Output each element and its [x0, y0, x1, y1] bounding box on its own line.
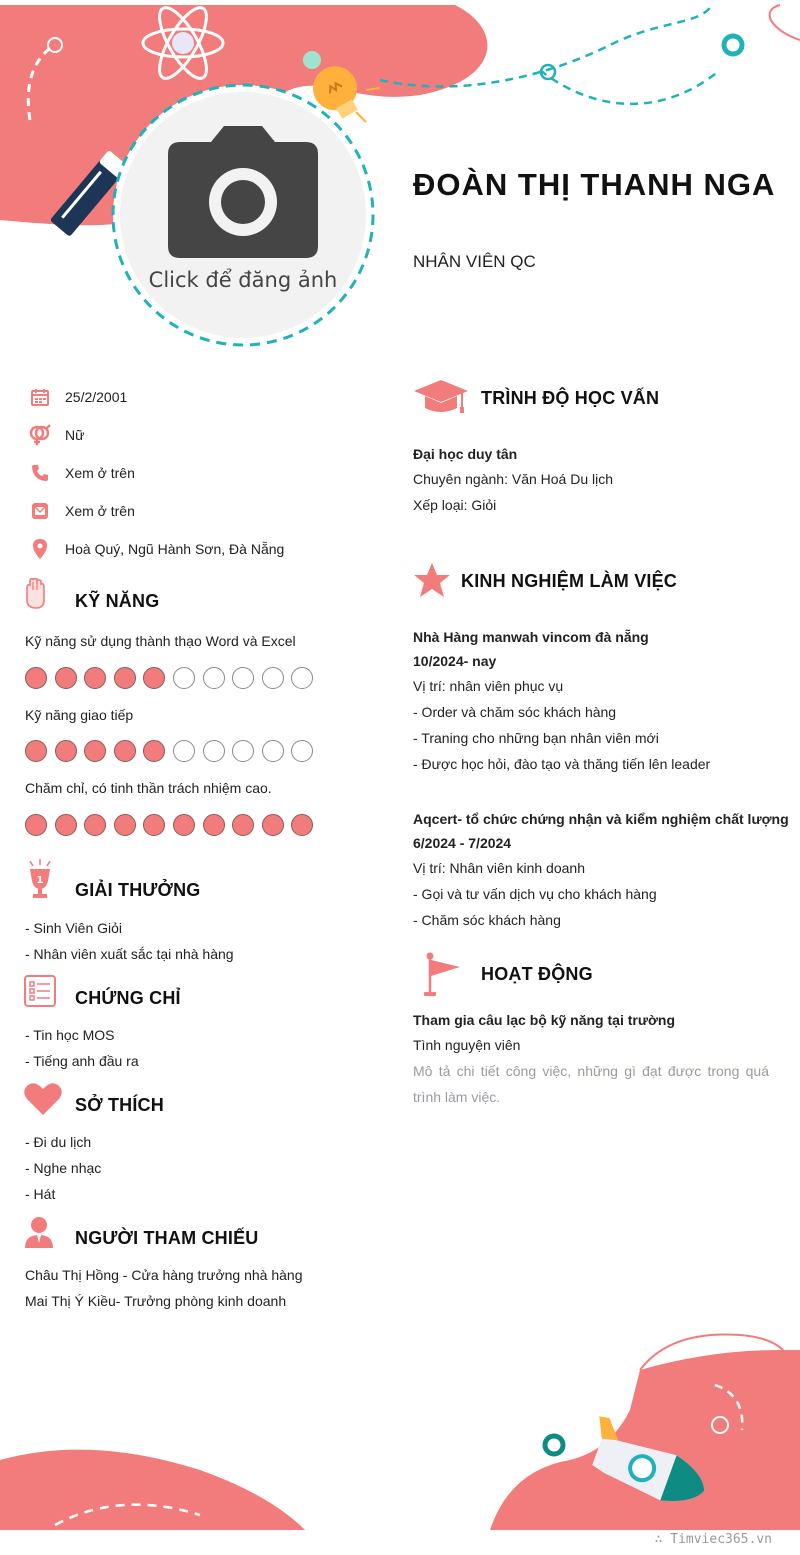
rating-dot-filled	[114, 814, 136, 836]
hand-icon	[24, 578, 48, 610]
skills-title: KỸ NĂNG	[75, 591, 160, 611]
job-company: Aqcert- tổ chức chứng nhận và kiểm nghiệm chất lượng	[413, 811, 789, 827]
rating-dot-filled	[114, 740, 136, 762]
rating-dot-empty	[232, 667, 254, 689]
skill-rating	[25, 740, 313, 762]
reference-item: Châu Thị Hồng - Cửa hàng trưởng nhà hàng	[25, 1267, 303, 1283]
reference-item: Mai Thị Ý Kiều- Trưởng phòng kinh doanh	[25, 1293, 287, 1309]
contact-address	[28, 537, 284, 561]
rating-dot-empty	[173, 667, 195, 689]
education-grade: Xếp loại: Giỏi	[413, 497, 497, 513]
contact-gender	[28, 423, 84, 447]
school-name: Đại học duy tân	[413, 446, 518, 462]
job-company: Nhà Hàng manwah vincom đà nẵng	[413, 629, 649, 645]
rating-dot-empty	[203, 667, 225, 689]
job-duty: - Gọi và tư vấn dịch vụ cho khách hàng	[413, 886, 657, 902]
email-icon	[28, 499, 52, 523]
gender-value: Nữ	[65, 427, 85, 443]
bottom-left-decoration	[0, 1440, 330, 1530]
rating-dot-filled	[84, 667, 106, 689]
contact-birthday	[28, 385, 127, 409]
rating-dot-filled	[55, 667, 77, 689]
gender-icon	[28, 423, 52, 447]
job-period: 10/2024- nay	[413, 653, 497, 669]
rating-dot-filled	[143, 667, 165, 689]
hobbies-title: SỞ THÍCH	[75, 1095, 164, 1115]
award-item: - Sinh Viên Giỏi	[25, 920, 123, 936]
award-item: - Nhân viên xuất sắc tại nhà hàng	[25, 946, 234, 962]
rating-dot-empty	[291, 667, 313, 689]
contact-email	[28, 499, 135, 523]
rocket-icon	[580, 1415, 720, 1525]
flag-icon	[422, 952, 462, 998]
experience-title: KINH NGHIỆM LÀM VIỆC	[461, 571, 678, 591]
birthday-value: 25/2/2001	[65, 389, 128, 405]
rating-dot-empty	[173, 740, 195, 762]
rating-dot-filled	[25, 814, 47, 836]
job-duty: - Order và chăm sóc khách hàng	[413, 704, 617, 720]
rating-dot-empty	[232, 740, 254, 762]
rating-dot-filled	[84, 814, 106, 836]
rating-dot-empty	[262, 740, 284, 762]
job-duty: - Traning cho những bạn nhân viên mới	[413, 730, 659, 746]
rating-dot-filled	[25, 667, 47, 689]
contact-phone	[28, 461, 135, 485]
certificate-item: - Tin học MOS	[25, 1027, 115, 1043]
profile-photo-upload[interactable]	[110, 82, 376, 348]
job-position: Vị trí: nhân viên phục vụ	[413, 678, 564, 694]
activity-role: Tình nguyện viên	[413, 1037, 521, 1053]
hobby-item: - Hát	[25, 1186, 56, 1202]
rating-dot-filled	[232, 814, 254, 836]
education-major: Chuyên ngành: Văn Hoá Du lịch	[413, 471, 614, 487]
checklist-icon	[24, 975, 56, 1007]
person-icon	[24, 1216, 54, 1248]
certificates-title: CHỨNG CHỈ	[75, 988, 181, 1008]
rating-dot-filled	[55, 814, 77, 836]
rating-dot-filled	[25, 740, 47, 762]
rating-dot-filled	[262, 814, 284, 836]
graduation-cap-icon	[413, 378, 469, 416]
certificate-item: - Tiếng anh đầu ra	[25, 1053, 139, 1069]
rating-dot-filled	[173, 814, 195, 836]
address-value: Hoà Quý, Ngũ Hành Sơn, Đà Nẵng	[65, 541, 285, 557]
job-duty: - Chăm sóc khách hàng	[413, 912, 561, 928]
activity-description: Mô tả chi tiết công việc, những gì đạt được trong quá trình làm việc.	[413, 1063, 769, 1105]
full-name: ĐOÀN THỊ THANH NGA	[413, 167, 776, 202]
awards-title: GIẢI THƯỞNG	[75, 880, 201, 900]
atom-icon	[140, 5, 226, 85]
activities-title: HOẠT ĐỘNG	[481, 964, 593, 984]
heart-icon	[24, 1082, 62, 1116]
trophy-icon	[22, 857, 58, 901]
svg-text:1: 1	[36, 875, 44, 886]
rating-dot-empty	[291, 740, 313, 762]
references-title: NGƯỜI THAM CHIẾU	[75, 1228, 259, 1248]
job-period: 6/2024 - 7/2024	[413, 835, 512, 851]
skill-name: Kỹ năng sử dụng thành thạo Word và Excel	[25, 633, 296, 649]
email-value: Xem ở trên	[65, 503, 135, 519]
rating-dot-filled	[143, 814, 165, 836]
skill-rating	[25, 814, 313, 836]
skill-rating	[25, 667, 313, 689]
rating-dot-filled	[291, 814, 313, 836]
camera-icon	[166, 126, 320, 258]
rating-dot-empty	[203, 740, 225, 762]
job-title: NHÂN VIÊN QC	[413, 252, 536, 271]
rating-dot-filled	[114, 667, 136, 689]
star-icon	[413, 562, 451, 598]
calendar-icon	[28, 385, 52, 409]
photo-upload-label: Click để đăng ảnh	[148, 268, 338, 292]
activity-name: Tham gia câu lạc bộ kỹ năng tại trường	[413, 1012, 676, 1028]
phone-value: Xem ở trên	[65, 465, 135, 481]
hobby-item: - Nghe nhạc	[25, 1160, 102, 1176]
rating-dot-filled	[203, 814, 225, 836]
phone-icon	[28, 461, 52, 485]
rating-dot-filled	[55, 740, 77, 762]
education-title: TRÌNH ĐỘ HỌC VẤN	[481, 388, 660, 408]
rating-dot-empty	[262, 667, 284, 689]
skill-name: Chăm chỉ, có tinh thần trách nhiệm cao.	[25, 780, 272, 796]
job-duty: - Được học hỏi, đào tạo và thăng tiến lên leader	[413, 756, 711, 772]
rating-dot-filled	[84, 740, 106, 762]
rating-dot-filled	[143, 740, 165, 762]
job-position: Vị trí: Nhân viên kinh doanh	[413, 860, 585, 876]
hobby-item: - Đi du lịch	[25, 1134, 92, 1150]
location-pin-icon	[28, 537, 52, 561]
watermark: ∴ Timviec365.vn	[654, 1532, 772, 1547]
skill-name: Kỹ năng giao tiếp	[25, 707, 134, 723]
